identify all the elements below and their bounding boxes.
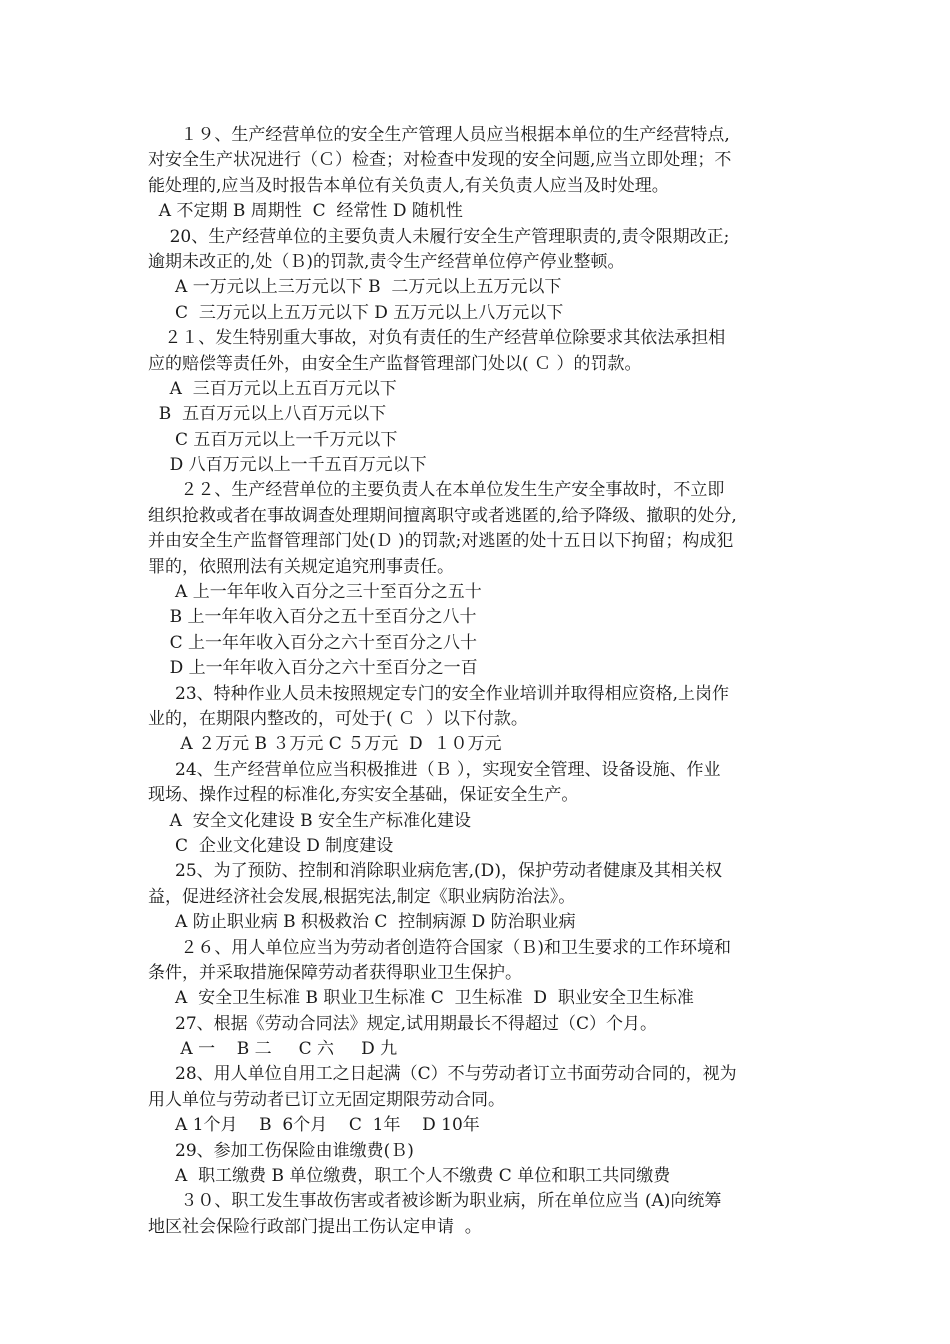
text-line: C 三万元以上五万元以下 D 五万元以上八万元以下 (148, 302, 564, 323)
text-line: 24、生产经营单位应当积极推进（Ｂ ），实现安全管理、设备设施、作业 (148, 759, 721, 780)
text-line: A 一万元以上三万元以下 B 二万元以上五万元以下 (148, 277, 562, 298)
text-line: 28、用人单位自用工之日起满（C）不与劳动者订立书面劳动合同的，视为 (148, 1064, 737, 1085)
text-line: B 五百万元以上八百万元以下 (148, 404, 387, 425)
text-line: 业的，在期限内整改的，可处于( Ｃ ）以下付款。 (148, 708, 528, 729)
text-line: 29、参加工伤保险由谁缴费(Ｂ) (148, 1140, 414, 1161)
text-line: 并由安全生产监督管理部门处(Ｄ )的罚款;对逃匿的处十五日以下拘留；构成犯 (148, 531, 734, 552)
text-line: 应的赔偿等责任外，由安全生产监督管理部门处以( Ｃ ）的罚款。 (148, 353, 642, 374)
text-line: 条件，并采取措施保障劳动者获得职业卫生保护。 (148, 962, 522, 983)
text-line: A 上一年年收入百分之三十至百分之五十 (148, 582, 482, 603)
text-line: A 不定期 B 周期性 C 经常性 D 随机性 (148, 201, 463, 222)
text-line: 对安全生产状况进行（Ｃ）检查；对检查中发现的安全问题,应当立即处理；不 (148, 150, 732, 171)
document-body (148, 123, 818, 1240)
text-line: ３０、职工发生事故伤害或者被诊断为职业病，所在单位应当 (A)向统筹 (148, 1191, 722, 1212)
text-line: C 上一年年收入百分之六十至百分之八十 (148, 632, 478, 653)
text-line: 用人单位与劳动者已订立无固定期限劳动合同。 (148, 1089, 505, 1110)
text-line: A 安全卫生标准 B 职业卫生标准 C 卫生标准 D 职业安全卫生标准 (148, 988, 694, 1009)
text-line: 现场、操作过程的标准化,夯实安全基础，保证安全生产。 (148, 785, 579, 806)
text-line: ２６、用人单位应当为劳动者创造符合国家（Ｂ)和卫生要求的工作环境和 (148, 937, 732, 958)
text-line: 20、生产经营单位的主要负责人未履行安全生产管理职责的,责令限期改正; (148, 226, 730, 247)
text-line: C 企业文化建设 D 制度建设 (148, 835, 394, 856)
text-line: 25、为了预防、控制和消除职业病危害,(D)，保护劳动者健康及其相关权 (148, 861, 722, 882)
text-line: 罪的，依照刑法有关规定追究刑事责任。 (148, 556, 454, 577)
text-line: A 安全文化建设 B 安全生产标准化建设 (148, 810, 471, 831)
text-line: 地区社会保险行政部门提出工伤认定申请 。 (148, 1216, 482, 1237)
text-line: A 职工缴费 B 单位缴费，职工个人不缴费 C 单位和职工共同缴费 (148, 1166, 671, 1187)
text-line: A 三百万元以上五百万元以下 (148, 378, 397, 399)
text-line: ２２、生产经营单位的主要负责人在本单位发生生产安全事故时，不立即 (148, 480, 725, 501)
text-line: 益，促进经济社会发展,根据宪法,制定《职业病防治法》。 (148, 886, 576, 907)
text-line: A 1个月 B 6个月 C 1年 D 10年 (148, 1115, 480, 1136)
text-line: 能处理的,应当及时报告本单位有关负责人,有关负责人应当及时处理。 (148, 175, 669, 196)
text-line: 逾期未改正的,处（Ｂ)的罚款,责令生产经营单位停产停业整顿。 (148, 251, 625, 272)
text-line: C 五百万元以上一千万元以下 (148, 429, 398, 450)
text-line: 组织抢救或者在事故调查处理期间擅离职守或者逃匿的,给予降级、撤职的处分, (148, 505, 737, 526)
text-line: 23、特种作业人员未按照规定专门的安全作业培训并取得相应资格,上岗作 (148, 683, 730, 704)
text-line: D 上一年年收入百分之六十至百分之一百 (148, 658, 478, 679)
text-line: 27、根据《劳动合同法》规定,试用期最长不得超过（C）个月。 (148, 1013, 658, 1034)
text-line: A 防止职业病 B 积极救治 C 控制病源 D 防治职业病 (148, 912, 576, 933)
text-line: ２１、发生特别重大事故，对负有责任的生产经营单位除要求其依法承担相 (148, 328, 726, 349)
text-line: １９、生产经营单位的安全生产管理人员应当根据本单位的生产经营特点, (148, 125, 730, 145)
text-line: A 一 B 二 C 六 D 九 (148, 1039, 398, 1060)
text-line: B 上一年年收入百分之五十至百分之八十 (148, 607, 477, 628)
text-line: D 八百万元以上一千五百万元以下 (148, 455, 427, 476)
text-line: A ２万元 B ３万元 C ５万元 D １０万元 (148, 734, 502, 755)
